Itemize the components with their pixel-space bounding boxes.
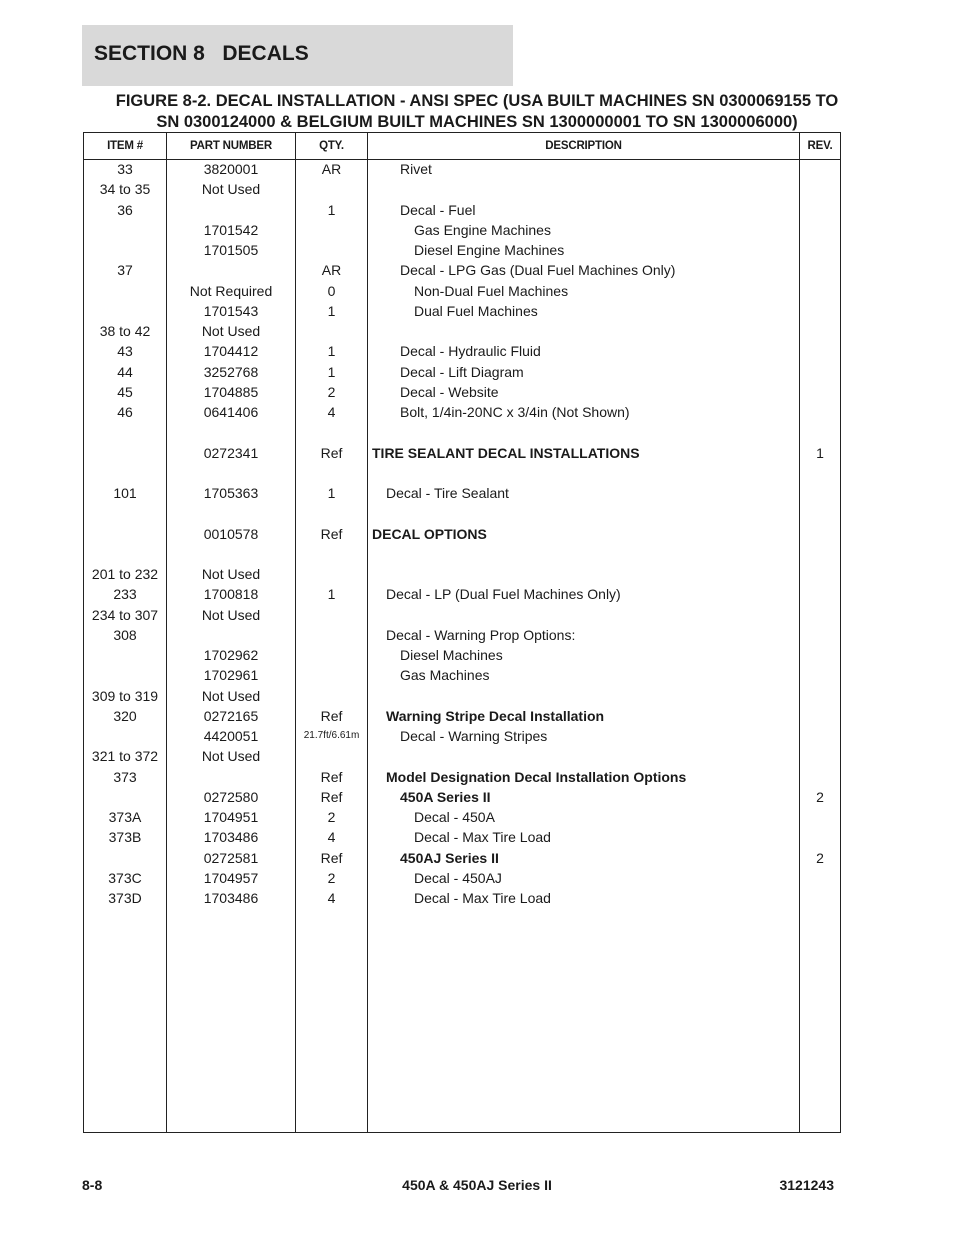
part-number-cell: 1704412 [203,343,259,360]
table-row [84,260,840,280]
rev-cell [800,686,840,706]
qty-cell: 1 [327,586,336,603]
table-row [84,544,840,564]
part-number-cell [167,463,295,483]
item-cell [84,281,166,301]
description-cell: Bolt, 1/4in-20NC x 3/4in (Not Shown) [400,404,630,420]
table-row [84,564,840,584]
header-qty: QTY. [319,140,344,152]
item-cell [84,726,166,746]
part-number-cell: 1701542 [203,221,259,238]
rev-cell [800,665,840,685]
rev-cell [800,827,840,847]
table-row [84,827,840,847]
item-cell [84,463,166,483]
table-row [84,483,840,503]
part-number-cell: Not Used [201,687,261,704]
table-row [84,341,840,361]
description-cell: Decal - Hydraulic Fluid [400,343,541,360]
qty-cell: Ref [320,849,343,866]
rev-cell [800,767,840,787]
table-row [84,200,840,220]
part-number-cell: 0272341 [203,444,259,461]
qty-cell: 4 [327,829,336,846]
item-cell: 373B [108,829,142,846]
item-cell: 321 to 372 [91,748,159,765]
item-cell: 44 [117,363,133,380]
rev-cell [800,746,840,766]
part-number-cell: 1704957 [203,869,259,886]
table-row [84,321,840,341]
table-row [84,726,840,746]
table-row [84,888,840,908]
qty-cell [296,645,367,665]
item-cell: 46 [117,404,133,420]
part-number-cell [167,544,295,564]
section-title: SECTION 8 DECALS [94,42,309,65]
rev-cell [800,483,840,503]
description-cell: Diesel Engine Machines [414,242,565,258]
rev-cell [800,179,840,199]
description-cell: Decal - Lift Diagram [400,363,524,380]
qty-cell: 4 [327,404,336,420]
qty-cell: 1 [327,343,336,360]
rev-cell [800,584,840,604]
item-cell [84,220,166,240]
part-number-cell [167,260,295,280]
description-cell: Decal - Max Tire Load [414,829,551,846]
table-row [84,868,840,888]
qty-cell: 2 [327,809,336,825]
description-cell: Decal - LP (Dual Fuel Machines Only) [386,586,621,603]
table-row [84,787,840,807]
table-row [84,746,840,766]
part-number-cell: 1701505 [203,242,259,258]
rev-cell [800,382,840,402]
description-cell: Warning Stripe Decal Installation [386,707,605,724]
qty-cell [296,564,367,584]
description-cell: Gas Engine Machines [414,221,551,238]
part-number-cell: 3820001 [203,161,259,177]
rev-cell [800,321,840,341]
rev-cell [800,524,840,544]
description-cell [368,686,802,706]
rev-cell [800,422,840,442]
description-cell: Decal - LPG Gas (Dual Fuel Machines Only) [400,262,676,279]
item-cell: 373 [113,768,137,785]
description-cell: Decal - Max Tire Load [414,890,551,906]
table-row [84,463,840,483]
rev-cell [800,625,840,645]
table-row [84,706,840,726]
item-cell [84,301,166,321]
qty-cell [296,422,367,442]
item-cell: 37 [117,262,133,279]
qty-cell: AR [321,262,342,279]
rev-cell [800,706,840,726]
item-cell [84,503,166,523]
part-number-cell: 4420051 [203,728,259,744]
description-cell [368,564,802,584]
description-cell [368,605,802,625]
table-row [84,807,840,827]
rev-cell [800,220,840,240]
part-number-cell: 1702962 [203,647,259,663]
table-row [84,422,840,442]
item-cell [84,787,166,807]
item-cell: 43 [117,343,133,360]
table-row [84,402,840,422]
description-cell: Diesel Machines [400,647,503,663]
description-cell: Decal - Fuel [400,201,476,218]
table-row [84,503,840,523]
part-number-cell: 1705363 [203,485,259,501]
rev-cell [800,240,840,260]
part-number-cell: 1703486 [203,829,259,846]
qty-cell: Ref [320,444,343,461]
table-row [84,220,840,240]
qty-cell [296,746,367,766]
qty-cell: Ref [320,707,343,724]
part-number-cell: Not Used [201,323,261,339]
footer-page-number: 8-8 [82,1177,103,1193]
qty-cell [296,665,367,685]
part-number-cell: 0010578 [203,525,259,542]
part-number-cell: 1701543 [203,302,259,319]
qty-cell: 2 [327,869,336,886]
figure-title [60,91,894,133]
table-row [84,382,840,402]
rev-cell [800,260,840,280]
footer-model: 450A & 450AJ Series II [402,1177,552,1193]
part-number-cell: 1704951 [203,809,259,825]
part-number-cell [167,200,295,220]
rev-cell [800,605,840,625]
part-number-cell [167,625,295,645]
description-cell [368,503,802,523]
qty-cell: Ref [320,525,343,542]
part-number-cell: 1704885 [203,383,259,400]
qty-cell: 1 [327,485,336,501]
part-number-cell: Not Used [201,566,261,582]
rev-cell [800,402,840,422]
part-number-cell: 0272581 [203,849,259,866]
item-cell [84,645,166,665]
item-cell: 308 [113,626,137,643]
table-row [84,848,840,868]
rev-cell [800,726,840,746]
qty-cell: Ref [320,768,343,785]
header-part-number: PART NUMBER [190,140,272,152]
qty-cell: AR [321,161,342,177]
qty-cell [296,503,367,523]
part-number-cell: 0641406 [203,404,259,420]
description-cell [368,179,802,199]
item-cell [84,443,166,463]
qty-cell [296,625,367,645]
description-cell [368,544,802,564]
part-number-cell: Not Required [189,282,273,299]
rev-cell: 2 [816,788,824,805]
qty-cell: 4 [327,890,336,906]
item-cell: 34 to 35 [99,181,151,198]
table-row [84,362,840,382]
item-cell: 373A [108,809,142,825]
qty-cell [296,240,367,260]
item-cell: 36 [117,201,133,218]
table-row [84,665,840,685]
table-row [84,645,840,665]
description-cell [368,321,802,341]
part-number-cell: Not Used [201,606,261,623]
rev-cell [800,888,840,908]
rev-cell [800,200,840,220]
description-cell: Decal - Tire Sealant [386,485,509,501]
item-cell [84,665,166,685]
qty-cell [296,179,367,199]
part-number-cell: Not Used [201,748,261,765]
qty-cell [296,544,367,564]
part-number-cell [167,503,295,523]
qty-cell [296,463,367,483]
table-row [84,625,840,645]
footer-doc-number: 3121243 [779,1177,834,1193]
item-cell: 33 [117,161,133,177]
part-number-cell: 0272580 [203,788,259,805]
rev-cell [800,503,840,523]
table-row [84,159,840,179]
description-cell [368,422,802,442]
description-cell: Decal - Warning Stripes [400,728,548,744]
description-cell: Dual Fuel Machines [414,302,538,319]
parts-table [83,132,841,1133]
description-cell [368,463,802,483]
part-number-cell [167,422,295,442]
table-row [84,605,840,625]
rev-cell [800,868,840,888]
table-row [84,281,840,301]
table-row [84,240,840,260]
rev-cell [800,544,840,564]
description-cell: Decal - 450AJ [414,869,502,886]
item-cell: 373D [108,890,142,906]
header-item: ITEM # [107,140,143,152]
description-cell [368,746,802,766]
part-number-cell: Not Used [201,181,261,198]
rev-cell [800,645,840,665]
description-cell: DECAL OPTIONS [372,525,487,542]
rev-cell [800,301,840,321]
item-cell [84,848,166,868]
description-cell: Decal - Website [400,383,499,400]
figure-title-line-1: FIGURE 8-2. DECAL INSTALLATION - ANSI SPEC (USA BUILT MACHINES SN 0300069155 TO [115,92,839,110]
item-cell [84,524,166,544]
qty-cell [296,321,367,341]
qty-cell: Ref [320,788,343,805]
header-rev: REV. [807,140,833,152]
part-number-cell: 1700818 [203,586,259,603]
item-cell [84,544,166,564]
header-description: DESCRIPTION [545,140,622,152]
description-cell: Decal - Warning Prop Options: [386,626,576,643]
rev-cell [800,159,840,179]
item-cell: 373C [108,869,142,886]
qty-cell: 1 [327,201,336,218]
table-row [84,767,840,787]
qty-cell: 1 [327,363,336,380]
qty-cell: 1 [327,302,336,319]
table-row [84,524,840,544]
part-number-cell: 0272165 [203,707,259,724]
qty-cell: 0 [327,282,336,299]
item-cell: 45 [117,383,133,400]
description-cell: 450A Series II [400,788,491,805]
part-number-cell: 1703486 [203,890,259,906]
table-row [84,443,840,463]
item-cell: 234 to 307 [91,606,159,623]
part-number-cell: 1702961 [203,667,259,684]
section-banner [82,25,513,86]
part-number-cell [167,767,295,787]
rev-cell: 2 [816,849,824,866]
rev-cell [800,362,840,382]
rev-cell [800,807,840,827]
item-cell: 320 [113,707,137,724]
description-cell: Non-Dual Fuel Machines [414,282,569,299]
item-cell [84,240,166,260]
table-row [84,686,840,706]
qty-cell: 21.7ft/6.61m [303,730,360,741]
rev-cell [800,281,840,301]
rev-cell [800,564,840,584]
rev-cell [800,341,840,361]
item-cell: 309 to 319 [91,687,159,704]
item-cell: 38 to 42 [99,323,151,339]
qty-cell [296,686,367,706]
description-cell: TIRE SEALANT DECAL INSTALLATIONS [372,444,640,461]
qty-cell [296,605,367,625]
figure-title-line-2: SN 0300124000 & BELGIUM BUILT MACHINES SN 1300000001 TO SN 1300006000) [156,113,798,131]
description-cell: Decal - 450A [414,809,495,825]
rev-cell: 1 [816,444,824,461]
item-cell: 233 [113,586,137,603]
qty-cell: 2 [327,383,336,400]
item-cell: 201 to 232 [91,566,159,582]
rev-cell [800,463,840,483]
table-row [84,179,840,199]
description-cell: Model Designation Decal Installation Options [386,768,687,785]
part-number-cell: 3252768 [203,363,259,380]
description-cell: Gas Machines [400,667,490,684]
table-row [84,301,840,321]
description-cell: Rivet [400,161,432,177]
qty-cell [296,220,367,240]
item-cell: 101 [113,485,137,501]
item-cell [84,422,166,442]
description-cell: 450AJ Series II [400,849,499,866]
table-row [84,584,840,604]
